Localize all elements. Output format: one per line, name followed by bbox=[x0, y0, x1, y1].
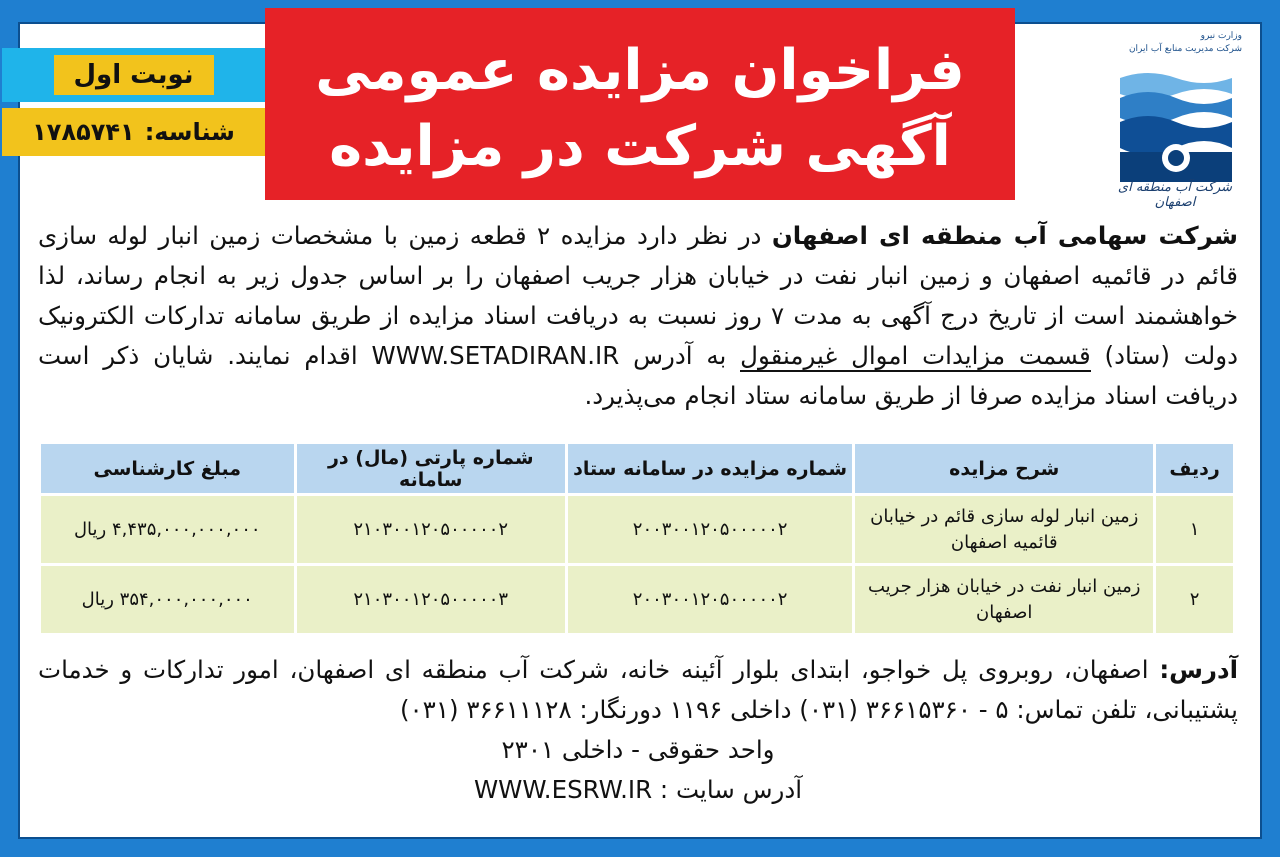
header-appraisal: مبلغ کارشناسی bbox=[40, 443, 296, 495]
cell-radif: ۲ bbox=[1155, 565, 1235, 635]
logo-company-name: شرکت آب منطقه ای اصفهان bbox=[1117, 180, 1233, 210]
footer-legal-unit: واحد حقوقی - داخلی ۲۳۰۱ bbox=[501, 735, 775, 764]
id-badge bbox=[2, 108, 265, 156]
logo-ministry-text bbox=[1112, 30, 1242, 56]
footer-address-label: آدرس: bbox=[1159, 655, 1238, 684]
id-badge-value: ۱۷۸۵۷۴۱ bbox=[32, 118, 135, 146]
banner-title-line1: فراخوان مزایده عمومی bbox=[315, 38, 965, 103]
table-row bbox=[40, 565, 1235, 635]
cell-radif: ۱ bbox=[1155, 495, 1235, 565]
cell-description: زمین انبار لوله سازی قائم در خیابان قائمیه اصفهان bbox=[854, 495, 1155, 565]
header-description: شرح مزایده bbox=[854, 443, 1155, 495]
cell-party-number: ۲۱۰۳۰۰۱۲۰۵۰۰۰۰۰۳ bbox=[295, 565, 566, 635]
logo-ministry-line1: وزارت نیرو bbox=[1200, 31, 1242, 41]
id-badge-label: شناسه: bbox=[144, 118, 235, 146]
header-party-number: شماره پارتی (مال) در سامانه bbox=[295, 443, 566, 495]
auction-table bbox=[38, 441, 1236, 636]
round-badge bbox=[2, 48, 265, 102]
logo-ministry-line2: شرکت مدیریت منابع آب ایران bbox=[1128, 44, 1242, 54]
header-radif: ردیف bbox=[1155, 443, 1235, 495]
company-logo bbox=[1100, 30, 1250, 210]
contact-footer bbox=[38, 650, 1238, 810]
header-auction-number: شماره مزایده در سامانه ستاد bbox=[566, 443, 853, 495]
footer-website: آدرس سایت : WWW.ESRW.IR bbox=[473, 775, 803, 804]
intro-paragraph bbox=[38, 216, 1238, 416]
table-header-row bbox=[40, 443, 1235, 495]
water-wave-icon bbox=[1120, 72, 1232, 182]
intro-underlined-section: قسمت مزایدات اموال غیرمنقول bbox=[740, 341, 1091, 370]
cell-auction-number: ۲۰۰۳۰۰۱۲۰۵۰۰۰۰۰۲ bbox=[566, 565, 853, 635]
table-row bbox=[40, 495, 1235, 565]
title-banner bbox=[265, 8, 1015, 200]
intro-text-a: در نظر دارد مزایده ۲ قطعه زمین با مشخصات زمین انبار لوله سازی قائم در قائمیه اصفهان و زمین انبار نفت در خیابان هزار جریب اصفهان را بر اساس جدول زیر به انجام رساند، لذا خواهشمند است از تاریخ درج آگهی به مدت ۷ روز نسبت به دریافت اسناد مزایده از طریق سامانه تدارکات الکترونیک دولت (ستاد) bbox=[38, 221, 1239, 370]
intro-company-name: شرکت سهامی آب منطقه ای اصفهان bbox=[771, 221, 1238, 250]
cell-description: زمین انبار نفت در خیابان هزار جریب اصفهان bbox=[854, 565, 1155, 635]
banner-title-line2: آگهی شرکت در مزایده bbox=[329, 114, 951, 179]
footer-address-text: اصفهان، روبروی پل خواجو، ابتدای بلوار آئینه خانه، شرکت آب منطقه ای اصفهان، امور تدارکات و خدمات پشتیبانی، تلفن تماس: ۵ - ۳۶۶۱۵۳۶۰ (۰۳۱) داخلی ۱۱۹۶ دورنگار: ۳۶۶۱۱۱۲۸ (۰۳۱) bbox=[38, 655, 1238, 724]
intro-text-b: به آدرس WWW.SETADIRAN.IR اقدام نمایند. شایان ذکر است دریافت اسناد مزایده صرفا از طریق سامانه ستاد انجام می‌پذیرد. bbox=[38, 341, 1238, 410]
cell-appraisal: ۴,۴۳۵,۰۰۰,۰۰۰,۰۰۰ ریال bbox=[40, 495, 296, 565]
cell-auction-number: ۲۰۰۳۰۰۱۲۰۵۰۰۰۰۰۲ bbox=[566, 495, 853, 565]
cell-party-number: ۲۱۰۳۰۰۱۲۰۵۰۰۰۰۰۲ bbox=[295, 495, 566, 565]
round-badge-label: نوبت اول bbox=[54, 55, 214, 95]
footer-address bbox=[38, 650, 1238, 730]
cell-appraisal: ۳۵۴,۰۰۰,۰۰۰,۰۰۰ ریال bbox=[40, 565, 296, 635]
